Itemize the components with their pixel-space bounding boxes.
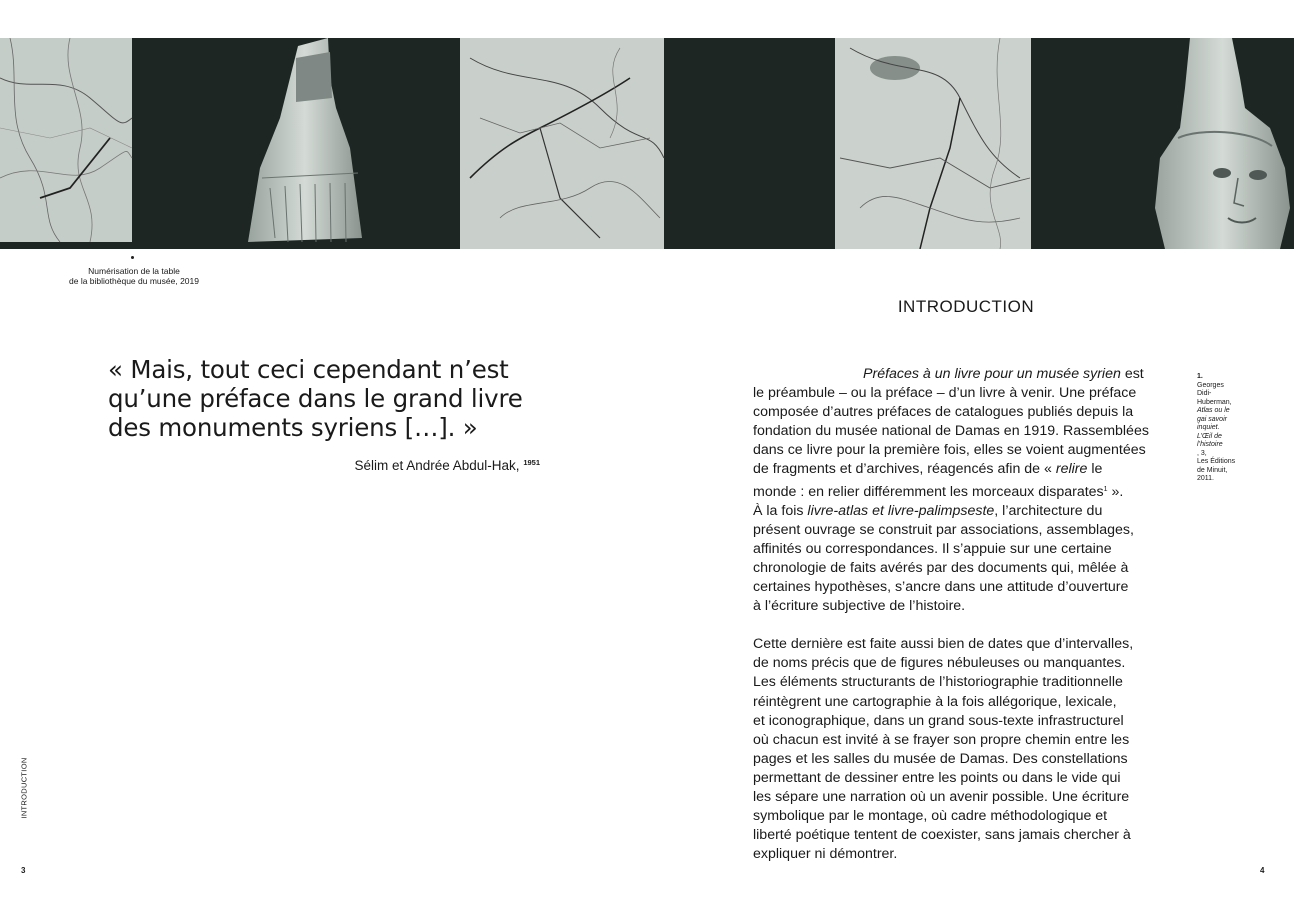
caption-line: de la bibliothèque du musée, 2019 [69, 276, 199, 286]
text-span: , l’architecture du [994, 502, 1103, 519]
map-panel-3 [835, 38, 1031, 249]
running-head: INTRODUCTION [19, 757, 29, 819]
body-line: Cette dernière est faite aussi bien de dates que d’intervalles, [753, 636, 1134, 653]
footnote-line [1197, 416, 1243, 425]
statue-panel-2 [1155, 38, 1290, 249]
body-line: dans ce livre pour la première fois, elles se voient augmentées [753, 442, 1146, 459]
body-line: et iconographique, dans un grand sous-texte infrastructurel [753, 712, 1124, 729]
body-line: affinités ou correspondances. Il s’appuie sur une certaine [753, 540, 1112, 557]
body-line: où chacun est invité à se frayer son propre chemin entre les [753, 731, 1130, 748]
quote-attribution [250, 458, 540, 473]
caption-marker [131, 256, 134, 259]
attribution-name: Sélim et Andrée Abdul-Hak, [354, 458, 520, 473]
footnote-ref[interactable]: 1 [1103, 485, 1108, 493]
emphasis: L’Œil de [1197, 432, 1222, 440]
body-line: liberté poétique tentent de coexister, sans jamais chercher à [753, 827, 1131, 844]
book-title: Préfaces à un livre pour un musée syrien [863, 366, 1121, 382]
attribution-year: 1951 [523, 458, 540, 467]
body-line: de noms précis que de figures nébuleuses ou manquantes. [753, 655, 1126, 672]
body-line: symbolique par le montage, où cadre méthodologique et [753, 808, 1108, 825]
paragraph-gap [753, 616, 1183, 635]
photo-caption [60, 266, 208, 286]
sidenote [1197, 373, 1243, 484]
text-span: est [1120, 366, 1144, 382]
body-line [753, 365, 1183, 384]
emphasis: inquiet. [1197, 424, 1220, 431]
footnote-line: Didi- [1197, 390, 1212, 397]
footnote-line [1197, 407, 1243, 416]
photo-montage [0, 38, 1294, 249]
header-photo [0, 38, 1294, 249]
body-line: le préambule – ou la préface – d’un livre à venir. Une préface [753, 385, 1137, 402]
body-line: à l’écriture subjective de l’histoire. [753, 598, 966, 615]
footnote-line: de Minuit, [1197, 466, 1228, 474]
text-span: ». [1107, 483, 1124, 500]
footnote-line: Les Éditions [1197, 458, 1236, 465]
text-span: Georges [1197, 381, 1224, 389]
body-line: présent ouvrage se construit par associations, assemblages, [753, 521, 1134, 538]
text-span: de fragments et d’archives, réagencés afin de « [753, 461, 1056, 478]
body-line [753, 460, 1183, 479]
body-line: chronologie de faits avérés par des documents qui, mêlée à [753, 559, 1129, 576]
text-span: le [1087, 461, 1103, 478]
footnote-line: Huberman, [1197, 398, 1232, 406]
statue-panel-1 [248, 38, 362, 242]
introduction-body [753, 365, 1183, 864]
text-span: À la fois [753, 502, 808, 519]
body-line [753, 480, 1183, 502]
quote-line: des monuments syriens […]. » [108, 413, 478, 442]
body-line: certaines hypothèses, s’ancre dans une attitude d’ouverture [753, 579, 1129, 596]
body-line: composée d’autres préfaces de catalogues publiés depuis la [753, 404, 1134, 421]
footnote-number: 1. [1197, 373, 1203, 380]
body-line [753, 502, 1183, 521]
emphasis: gai savoir [1197, 415, 1227, 423]
caption-line: Numérisation de la table [88, 266, 180, 276]
body-line: permettant de dessiner entre les points ou dans le vide qui [753, 769, 1121, 786]
footnote-line [1197, 373, 1243, 390]
emphasis: livre-atlas et livre-palimpseste [807, 502, 995, 519]
emphasis: l’histoire [1197, 441, 1223, 448]
emphasis: relire [1055, 461, 1088, 478]
footnote-line [1197, 424, 1243, 433]
footnote-line [1197, 433, 1243, 442]
page-number-left: 3 [21, 866, 26, 875]
body-line: Les éléments structurants de l’historiographie traditionnelle [753, 674, 1123, 691]
text-span: , 3, [1197, 449, 1207, 457]
section-title: INTRODUCTION [897, 297, 1035, 316]
body-line: réintègrent une cartographie à la fois allégorique, lexicale, [753, 693, 1117, 710]
map-panel-1 [0, 38, 132, 242]
footnote-line: 2011. [1197, 475, 1214, 482]
quote-line: qu’une préface dans le grand livre [108, 384, 523, 413]
text-span: monde : en relier différemment les morceaux disparates [753, 483, 1104, 500]
footnote-line [1197, 441, 1243, 458]
body-line: fondation du musée national de Damas en 1919. Rassemblées [753, 423, 1149, 440]
map-panel-2 [460, 38, 664, 249]
body-line: les sépare une narration où un avenir possible. Une écriture [753, 788, 1130, 805]
emphasis: Atlas ou le [1197, 407, 1230, 414]
body-line: expliquer ni démontrer. [753, 846, 898, 863]
body-line: pages et les salles du musée de Damas. Des constellations [753, 750, 1128, 767]
quote-line: « Mais, tout ceci cependant n’est [108, 355, 509, 384]
page-number-right: 4 [1260, 866, 1265, 875]
epigraph-quote [108, 355, 578, 442]
